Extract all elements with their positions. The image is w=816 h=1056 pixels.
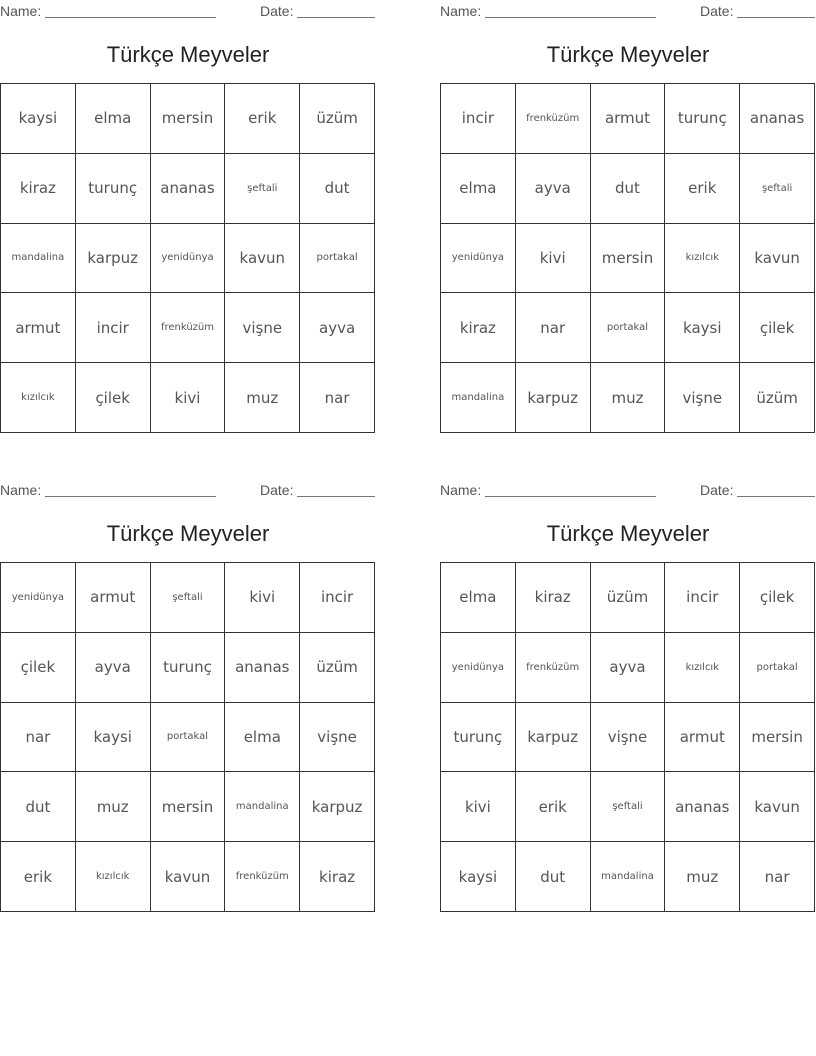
bingo-cell: frenküzüm	[516, 633, 591, 703]
bingo-cell: karpuz	[516, 363, 591, 433]
bingo-cell: frenküzüm	[151, 293, 226, 363]
bingo-cell: erik	[665, 154, 740, 224]
name-date-header	[440, 482, 816, 500]
bingo-cell: vişne	[591, 703, 666, 773]
bingo-cell: dut	[300, 154, 375, 224]
bingo-cell: kiraz	[1, 154, 76, 224]
bingo-cell: kızılcık	[76, 842, 151, 912]
date-blank-line	[297, 17, 375, 18]
name-blank-line	[45, 496, 216, 497]
bingo-cell: elma	[76, 84, 151, 154]
bingo-cell: muz	[225, 363, 300, 433]
bingo-cell: dut	[591, 154, 666, 224]
bingo-cell: turunç	[151, 633, 226, 703]
bingo-cell: vişne	[300, 703, 375, 773]
bingo-cell: karpuz	[76, 224, 151, 294]
bingo-cell: frenküzüm	[516, 84, 591, 154]
bingo-cell: turunç	[76, 154, 151, 224]
bingo-cell: nar	[740, 842, 815, 912]
name-blank-line	[485, 496, 656, 497]
bingo-cell: yenidünya	[441, 224, 516, 294]
bingo-card-4	[440, 479, 816, 915]
date-blank-line	[737, 17, 815, 18]
bingo-cell: üzüm	[300, 633, 375, 703]
bingo-cell: ananas	[740, 84, 815, 154]
bingo-cell: mersin	[151, 772, 226, 842]
bingo-cell: turunç	[665, 84, 740, 154]
name-blank-line	[45, 17, 216, 18]
name-date-header	[440, 3, 816, 21]
bingo-cell: şeftali	[591, 772, 666, 842]
bingo-cell: armut	[1, 293, 76, 363]
bingo-cell: turunç	[441, 703, 516, 773]
bingo-cell: dut	[516, 842, 591, 912]
bingo-cell: armut	[76, 563, 151, 633]
bingo-cell: armut	[665, 703, 740, 773]
bingo-cell: elma	[225, 703, 300, 773]
bingo-cell: erik	[225, 84, 300, 154]
bingo-cell: şeftali	[151, 563, 226, 633]
bingo-cell: incir	[441, 84, 516, 154]
bingo-card-2	[440, 0, 816, 436]
date-label: Date:	[700, 482, 734, 498]
bingo-cell: üzüm	[300, 84, 375, 154]
bingo-cell: yenidünya	[441, 633, 516, 703]
name-date-header	[0, 482, 376, 500]
bingo-cell: mandalina	[591, 842, 666, 912]
bingo-cell: kaysi	[665, 293, 740, 363]
bingo-cell: kavun	[151, 842, 226, 912]
name-label: Name:	[440, 3, 482, 19]
bingo-cell: yenidünya	[1, 563, 76, 633]
date-label: Date:	[260, 3, 294, 19]
bingo-grid	[440, 562, 815, 912]
bingo-cell: ananas	[151, 154, 226, 224]
bingo-cell: kiraz	[441, 293, 516, 363]
bingo-card-3	[0, 479, 376, 915]
bingo-cell: ayva	[300, 293, 375, 363]
bingo-cell: karpuz	[516, 703, 591, 773]
bingo-cell: armut	[591, 84, 666, 154]
bingo-cell: vişne	[225, 293, 300, 363]
bingo-cell: çilek	[740, 293, 815, 363]
bingo-cell: çilek	[740, 563, 815, 633]
name-label: Name:	[440, 482, 482, 498]
bingo-cell: çilek	[76, 363, 151, 433]
bingo-cell: kivi	[225, 563, 300, 633]
bingo-cell: nar	[300, 363, 375, 433]
bingo-cell: kızılcık	[665, 633, 740, 703]
bingo-cell: çilek	[1, 633, 76, 703]
bingo-cell: şeftali	[740, 154, 815, 224]
bingo-cell: kaysi	[1, 84, 76, 154]
bingo-cell: üzüm	[591, 563, 666, 633]
date-label: Date:	[700, 3, 734, 19]
bingo-cell: elma	[441, 154, 516, 224]
bingo-cell: kızılcık	[1, 363, 76, 433]
name-label: Name:	[0, 3, 42, 19]
bingo-cell: kaysi	[76, 703, 151, 773]
bingo-cell: yenidünya	[151, 224, 226, 294]
bingo-grid	[0, 83, 375, 433]
bingo-cell: mandalina	[225, 772, 300, 842]
bingo-cell: kavun	[740, 224, 815, 294]
bingo-cell: karpuz	[300, 772, 375, 842]
bingo-cell: mandalina	[1, 224, 76, 294]
card-title: Türkçe Meyveler	[546, 42, 710, 67]
bingo-cell: portakal	[591, 293, 666, 363]
bingo-cell: elma	[441, 563, 516, 633]
bingo-cell: kaysi	[441, 842, 516, 912]
bingo-cell: mersin	[740, 703, 815, 773]
bingo-cell: nar	[516, 293, 591, 363]
bingo-cell: muz	[76, 772, 151, 842]
bingo-grid	[440, 83, 815, 433]
bingo-cell: portakal	[740, 633, 815, 703]
bingo-cell: portakal	[300, 224, 375, 294]
bingo-cell: dut	[1, 772, 76, 842]
bingo-cell: erik	[1, 842, 76, 912]
bingo-cell: kavun	[740, 772, 815, 842]
name-date-header	[0, 3, 376, 21]
card-title: Türkçe Meyveler	[546, 521, 710, 546]
bingo-cell: kivi	[516, 224, 591, 294]
bingo-cell: vişne	[665, 363, 740, 433]
date-label: Date:	[260, 482, 294, 498]
bingo-cell: kiraz	[300, 842, 375, 912]
bingo-cell: erik	[516, 772, 591, 842]
bingo-cell: ayva	[516, 154, 591, 224]
bingo-cell: nar	[1, 703, 76, 773]
bingo-cell: ananas	[665, 772, 740, 842]
bingo-cell: kızılcık	[665, 224, 740, 294]
bingo-cell: mandalina	[441, 363, 516, 433]
bingo-cell: ayva	[591, 633, 666, 703]
name-label: Name:	[0, 482, 42, 498]
date-blank-line	[297, 496, 375, 497]
bingo-cell: mersin	[591, 224, 666, 294]
name-blank-line	[485, 17, 656, 18]
bingo-card-1	[0, 0, 376, 436]
bingo-cell: portakal	[151, 703, 226, 773]
bingo-cell: muz	[591, 363, 666, 433]
card-title: Türkçe Meyveler	[106, 42, 270, 67]
bingo-cell: kivi	[151, 363, 226, 433]
bingo-cell: kavun	[225, 224, 300, 294]
date-blank-line	[737, 496, 815, 497]
bingo-grid	[0, 562, 375, 912]
bingo-cell: incir	[300, 563, 375, 633]
bingo-cell: kiraz	[516, 563, 591, 633]
bingo-cell: mersin	[151, 84, 226, 154]
bingo-cell: ayva	[76, 633, 151, 703]
bingo-cell: incir	[76, 293, 151, 363]
bingo-cell: üzüm	[740, 363, 815, 433]
bingo-cell: şeftali	[225, 154, 300, 224]
bingo-cell: incir	[665, 563, 740, 633]
bingo-cell: frenküzüm	[225, 842, 300, 912]
bingo-cell: ananas	[225, 633, 300, 703]
card-title: Türkçe Meyveler	[106, 521, 270, 546]
bingo-cell: kivi	[441, 772, 516, 842]
bingo-cell: muz	[665, 842, 740, 912]
